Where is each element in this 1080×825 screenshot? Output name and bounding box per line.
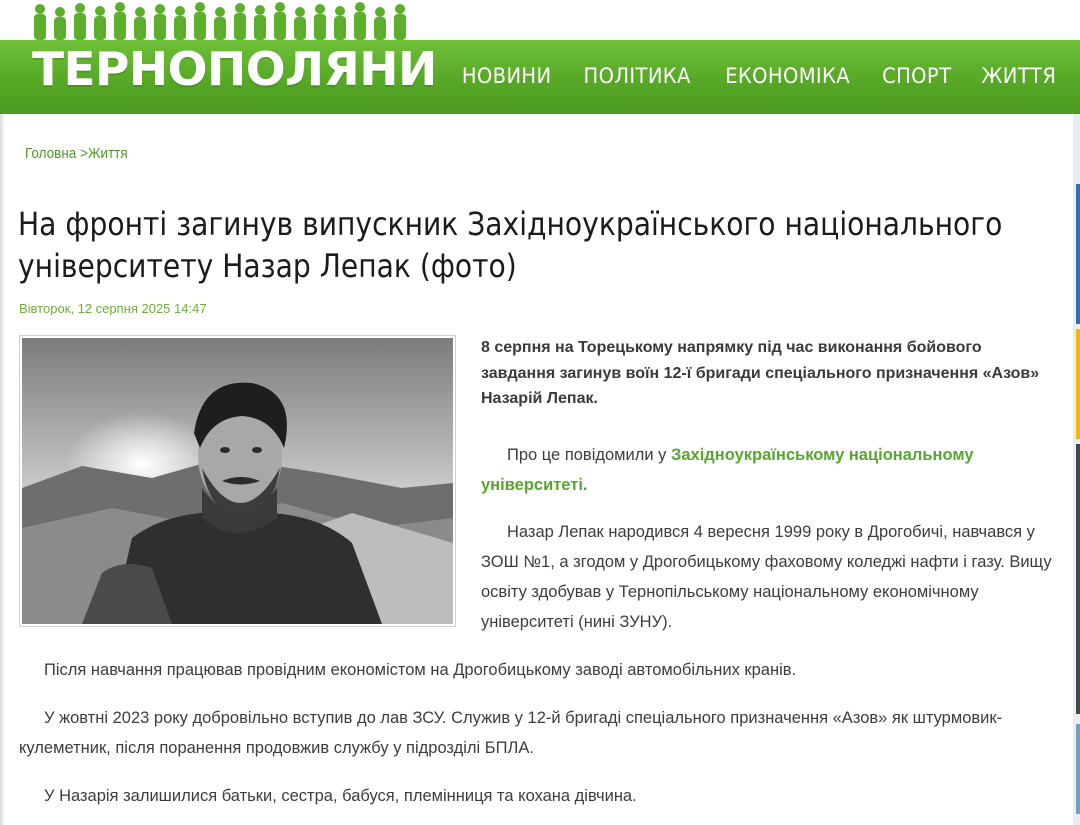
article-title: На фронті загинув випускник Західноукраїнського національного університету Назар Лепак (фото) xyxy=(18,205,1003,285)
article-paragraph: Назар Лепак народився 4 вересня 1999 року в Дрогобичі, навчався у ЗОШ №1, а згодом у Дрогобицькому фаховому коледжі нафти і газу. Вищу освіту здобував у Тернопільському національному економічному університеті (нині ЗУНУ). xyxy=(481,523,1052,631)
portrait-photo-image xyxy=(22,338,453,624)
nav-item-economy[interactable]: ЕКОНОМІКА xyxy=(724,64,850,88)
header-top-strip xyxy=(0,0,1080,40)
breadcrumb xyxy=(25,145,128,162)
article-lead: 8 серпня на Торецькому напрямку під час виконання бойового завдання загинув воїн 12-ї бригади спеціального призначення «Азов» Назарій Лепак. xyxy=(481,339,1040,407)
crowd-silhouette-icon xyxy=(30,0,420,40)
article-date: Вівторок, 12 серпня 2025 14:47 xyxy=(19,301,207,316)
article-photo[interactable] xyxy=(19,335,456,627)
nav-item-life[interactable]: ЖИТТЯ xyxy=(981,64,1057,88)
article-paragraph xyxy=(481,440,1066,500)
university-link[interactable]: Західноукраїнському національному університеті. xyxy=(481,446,974,494)
breadcrumb-separator: > xyxy=(80,145,88,162)
left-edge-shadow xyxy=(0,114,5,825)
article-paragraph: У Назарія залишилися батьки, сестра, бабуся, племінниця та кохана дівчина. xyxy=(44,787,637,805)
site-logo[interactable]: ТЕРНОПОЛЯНИ xyxy=(32,42,437,96)
main-nav xyxy=(446,64,1072,88)
nav-item-politics[interactable]: ПОЛІТИКА xyxy=(583,64,692,88)
paragraph-text: Про це повідомили у xyxy=(507,446,671,464)
article-paragraph: У жовтні 2023 року добровільно вступив до лав ЗСУ. Служив у 12-й бригаді спеціального призначення «Азов» як штурмовик-кулеметник, після поранення продовжив службу у підрозділі БПЛА. xyxy=(19,709,1003,757)
article-paragraph: Після навчання працював провідним економістом на Дрогобицькому заводі автомобільних кранів. xyxy=(44,661,797,679)
right-side-banner-strip xyxy=(1073,114,1080,825)
nav-item-sport[interactable]: СПОРТ xyxy=(882,64,952,88)
breadcrumb-home-link[interactable]: Головна xyxy=(25,145,77,162)
site-header xyxy=(0,40,1080,114)
breadcrumb-section-link[interactable]: Життя xyxy=(87,145,128,162)
nav-item-news[interactable]: НОВИНИ xyxy=(461,64,552,88)
